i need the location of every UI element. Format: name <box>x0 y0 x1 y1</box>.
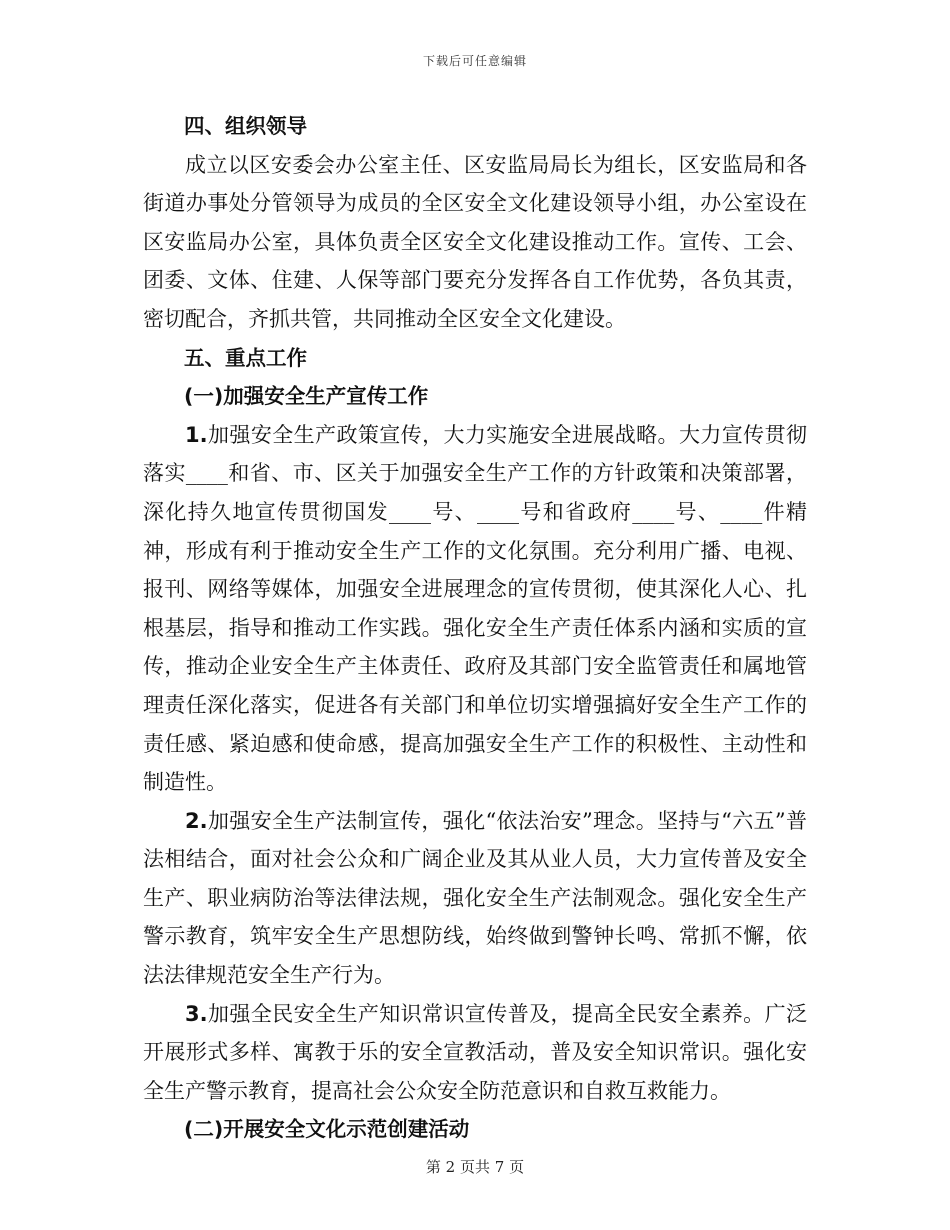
page-header: 下载后可任意编辑 <box>422 54 527 68</box>
subsection-heading-propaganda: (一)加强安全生产宣传工作 <box>184 384 429 409</box>
section-heading-key-work: 五、重点工作 <box>184 345 307 370</box>
item-1-paragraph <box>143 416 807 802</box>
item-2-number: 2. <box>185 808 208 833</box>
item-3-text: 加强全民安全生产知识常识宣传普及，提高全民安全素养。广泛开展形式多样、寓教于乐的安全宣教活动，普及安全知识常识。强化安全生产警示教育，提高社会公众安全防范意识和自救互救能力。 <box>143 1001 807 1103</box>
item-3-number: 3. <box>185 1001 208 1026</box>
item-2-text: 加强安全生产法制宣传，强化“依法治安”理念。坚持与“六五”普法相结合，面对社会公众和广阔企业及其从业人员，大力宣传普及安全生产、职业病防治等法律法规，强化安全生产法制观念。强化安全生产警示教育，筑牢安全生产思想防线，始终做到警钟长鸣、常抓不懈，依法法律规范安全生产行为。 <box>143 808 807 988</box>
section-heading-organization: 四、组织领导 <box>184 114 307 138</box>
document-body <box>143 107 807 1149</box>
item-3-paragraph <box>143 995 807 1111</box>
subsection-heading-demonstration: (二)开展安全文化示范创建活动 <box>184 1117 470 1142</box>
item-1-text: 加强安全生产政策宣传，大力实施安全进展战略。大力宣传贯彻落实____和省、市、区关于加强安全生产工作的方针政策和决策部署，深化持久地宣传贯彻国发____号、____号和省政府____号、____件精神，形成有利于推动安全生产工作的文化氛围。充分利用广播、电视、报刊、网络等媒体，加强安全进展理念的宣传贯彻，使其深化人心、扎根基层，指导和推动工作实践。强化安全生产责任体系内涵和实质的宣传，推动企业安全生产主体责任、政府及其部门安全监管责任和属地管理责任深化落实，促进各有关部门和单位切实增强搞好安全生产工作的责任感、紧迫感和使命感，提高加强安全生产工作的积极性、主动性和制造性。 <box>143 422 807 795</box>
page-footer: 第 2 页共 7 页 <box>425 1158 525 1176</box>
organization-paragraph: 成立以区安委会办公室主任、区安监局局长为组长，区安监局和各街道办事处分管领导为成员的全区安全文化建设领导小组，办公室设在区安监局办公室，具体负责全区安全文化建设推动工作。宣传、工会、团委、文体、住建、人保等部门要充分发挥各自工作优势，各负其责，密切配合，齐抓共管，共同推动全区安全文化建设。 <box>143 152 807 331</box>
item-1-number: 1. <box>185 422 208 447</box>
item-2-paragraph <box>143 802 807 995</box>
